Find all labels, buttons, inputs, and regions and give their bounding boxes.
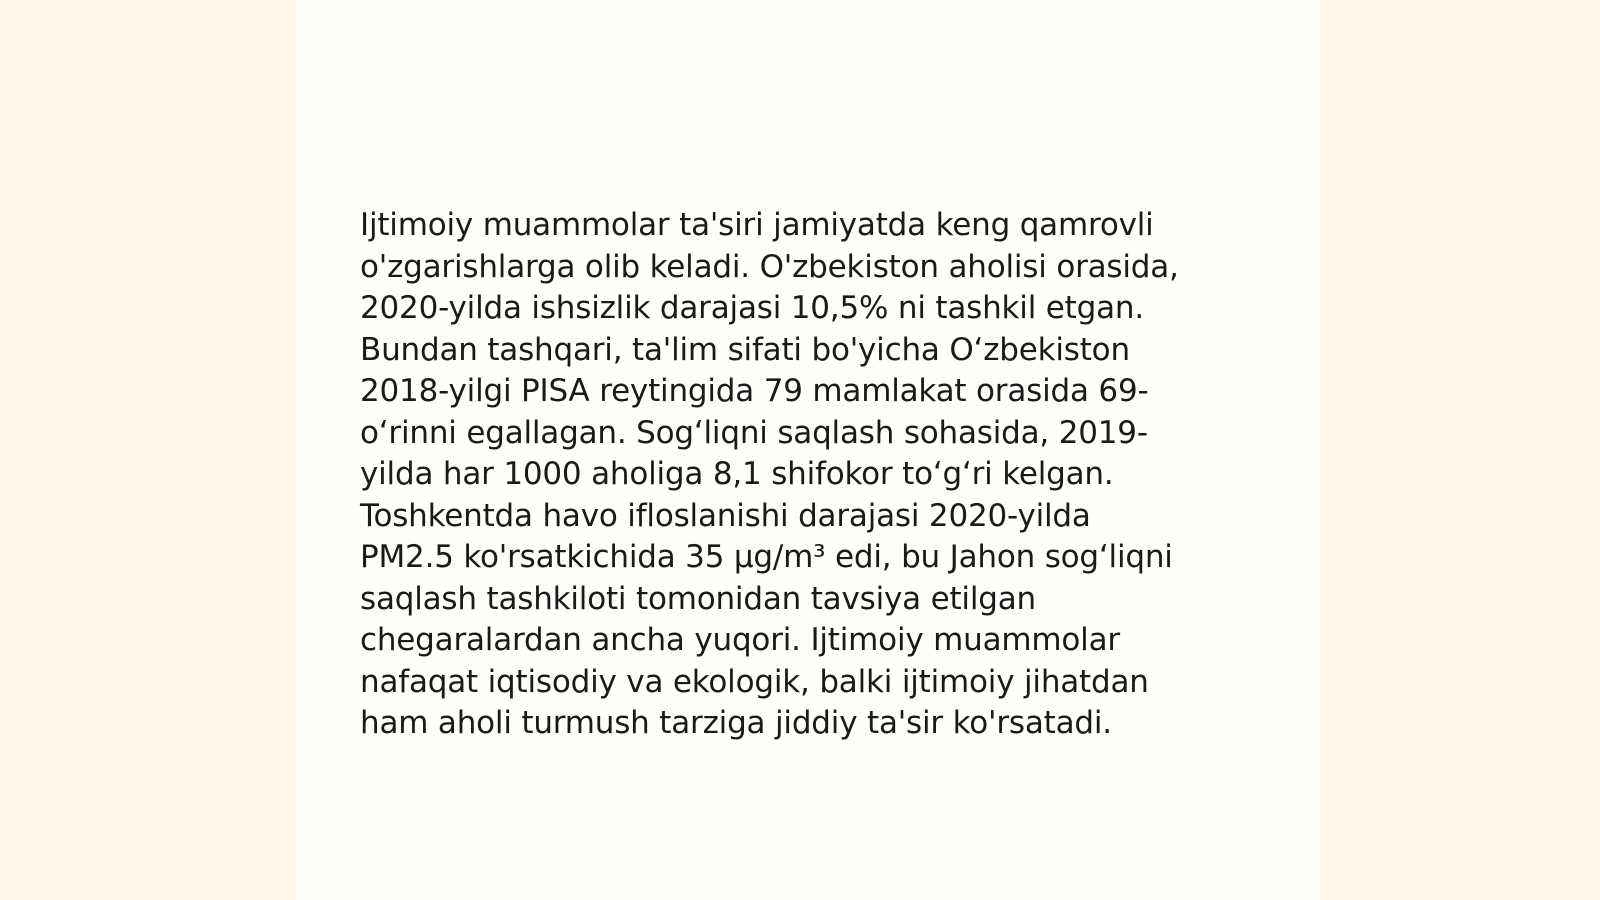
- paragraph-line-7: yilda har 1000 aholiga 8,1 shifokor to‘g‘ri kelgan.: [360, 456, 1114, 492]
- paragraph-line-4: Bundan tashqari, ta'lim sifati bo'yicha O‘zbekiston: [360, 331, 1130, 368]
- paragraph-line-13: ham aholi turmush tarziga jiddiy ta'sir ko'rsatadi.: [360, 705, 1112, 741]
- paragraph-line-12: nafaqat iqtisodiy va ekologik, balki ijtimoiy jihatdan: [360, 663, 1149, 700]
- paragraph-line-9: PM2.5 ko'rsatkichida 35 µg/m³ edi, bu Jahon sog‘liqni: [360, 539, 1173, 575]
- paragraph-line-10: saqlash tashkiloti tomonidan tavsiya etilgan: [360, 580, 1036, 617]
- document-page: [296, 0, 1320, 900]
- paragraph-line-11: chegaralardan ancha yuqori. Ijtimoiy muammolar: [360, 622, 1120, 658]
- paragraph-line-8: Toshkentda havo ifloslanishi darajasi 2020-yilda: [360, 497, 1091, 534]
- paragraph-line-1: Ijtimoiy muammolar ta'siri jamiyatda keng qamrovli: [360, 207, 1154, 243]
- paragraph-line-3: 2020-yilda ishsizlik darajasi 10,5% ni tashkil etgan.: [360, 290, 1144, 326]
- paragraph-line-6: o‘rinni egallagan. Sog‘liqni saqlash sohasida, 2019-: [360, 414, 1148, 451]
- paragraph-line-5: 2018-yilgi PISA reytingida 79 mamlakat orasida 69-: [360, 373, 1149, 409]
- paragraph-line-2: o'zgarishlarga olib keladi. O'zbekiston aholisi orasida,: [360, 248, 1179, 285]
- body-paragraph: [360, 205, 1250, 745]
